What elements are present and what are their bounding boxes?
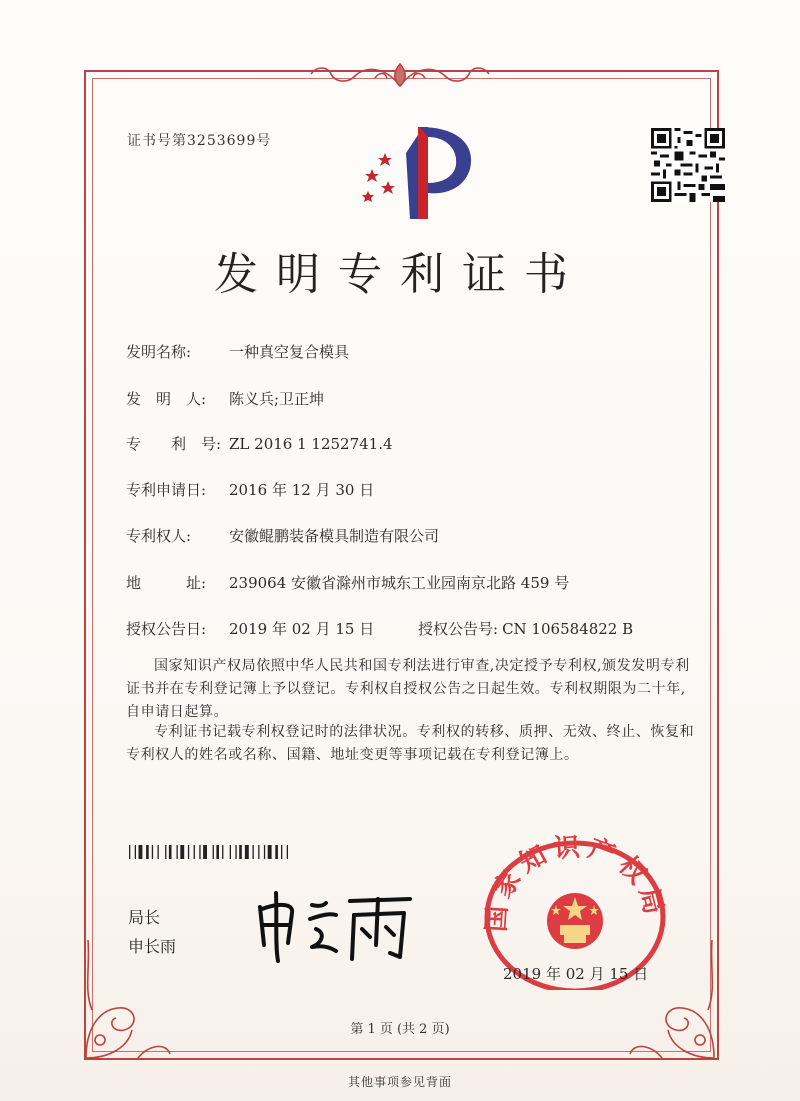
top-ornament <box>305 58 495 92</box>
field-invention-name <box>126 341 349 362</box>
patent-number-value: ZL 2016 1 1252741.4 <box>229 435 393 453</box>
director-signature-icon <box>250 885 420 965</box>
page-indicator: 第 1 页 (共 2 页) <box>350 1022 450 1037</box>
field-address <box>126 572 569 593</box>
inventors-value: 陈义兵;卫正坤 <box>229 390 325 408</box>
address-value: 239064 安徽省滁州市城东工业园南京北路 459 号 <box>229 574 570 592</box>
seal-text: 国家知识产权局 <box>481 832 670 933</box>
notice-paragraph-2: 专利证书记载专利权登记时的法律状况。专利权的转移、质押、无效、终止、恢复和专利权人的姓名或名称、国籍、地址变更等事项记载在专利登记簿上。 <box>126 724 695 763</box>
certificate-number: 证书号第3253699号 <box>127 133 272 149</box>
grant-number-value: CN 106584822 B <box>502 620 634 638</box>
field-patent-number <box>126 433 393 454</box>
field-patentee <box>126 525 439 546</box>
inventors-label: 发 明 人: <box>126 390 207 408</box>
grant-date-value: 2019 年 02 月 15 日 <box>229 620 375 638</box>
barcode-icon <box>129 845 342 859</box>
filing-date-value: 2016 年 12 月 30 日 <box>229 481 375 499</box>
seal-date: 2019 年 02 月 15 日 <box>503 965 649 983</box>
field-grant-number <box>418 618 633 639</box>
invention-name-label: 发明名称: <box>126 343 192 361</box>
grant-date-label: 授权公告日: <box>126 620 207 638</box>
certificate-title: 发明专利证书 <box>214 249 586 300</box>
patentee-label: 专利权人: <box>126 527 192 545</box>
patent-number-label: 专 利 号: <box>126 435 222 453</box>
director-title: 局长 <box>128 908 161 927</box>
director-name: 申长雨 <box>128 937 177 956</box>
patent-office-logo-icon <box>358 123 478 223</box>
footer-note: 其他事项参见背面 <box>347 1075 452 1089</box>
invention-name-value: 一种真空复合模具 <box>229 343 350 361</box>
filing-date-label: 专利申请日: <box>126 481 207 499</box>
field-grant-date <box>126 618 374 639</box>
address-label: 地 址: <box>126 574 207 592</box>
qr-code-icon <box>651 128 725 202</box>
field-filing-date <box>126 479 374 500</box>
notice-paragraph-1: 国家知识产权局依照中华人民共和国专利法进行审查,决定授予专利权,颁发发明专利证书并在专利登记簿上予以登记。专利权自授权公告之日起生效。专利权期限为二十年,自申请日起算。 <box>126 658 690 720</box>
grant-number-label: 授权公告号: <box>418 620 499 638</box>
field-inventors <box>126 388 324 409</box>
patentee-value: 安徽鲲鹏装备模具制造有限公司 <box>229 527 440 545</box>
